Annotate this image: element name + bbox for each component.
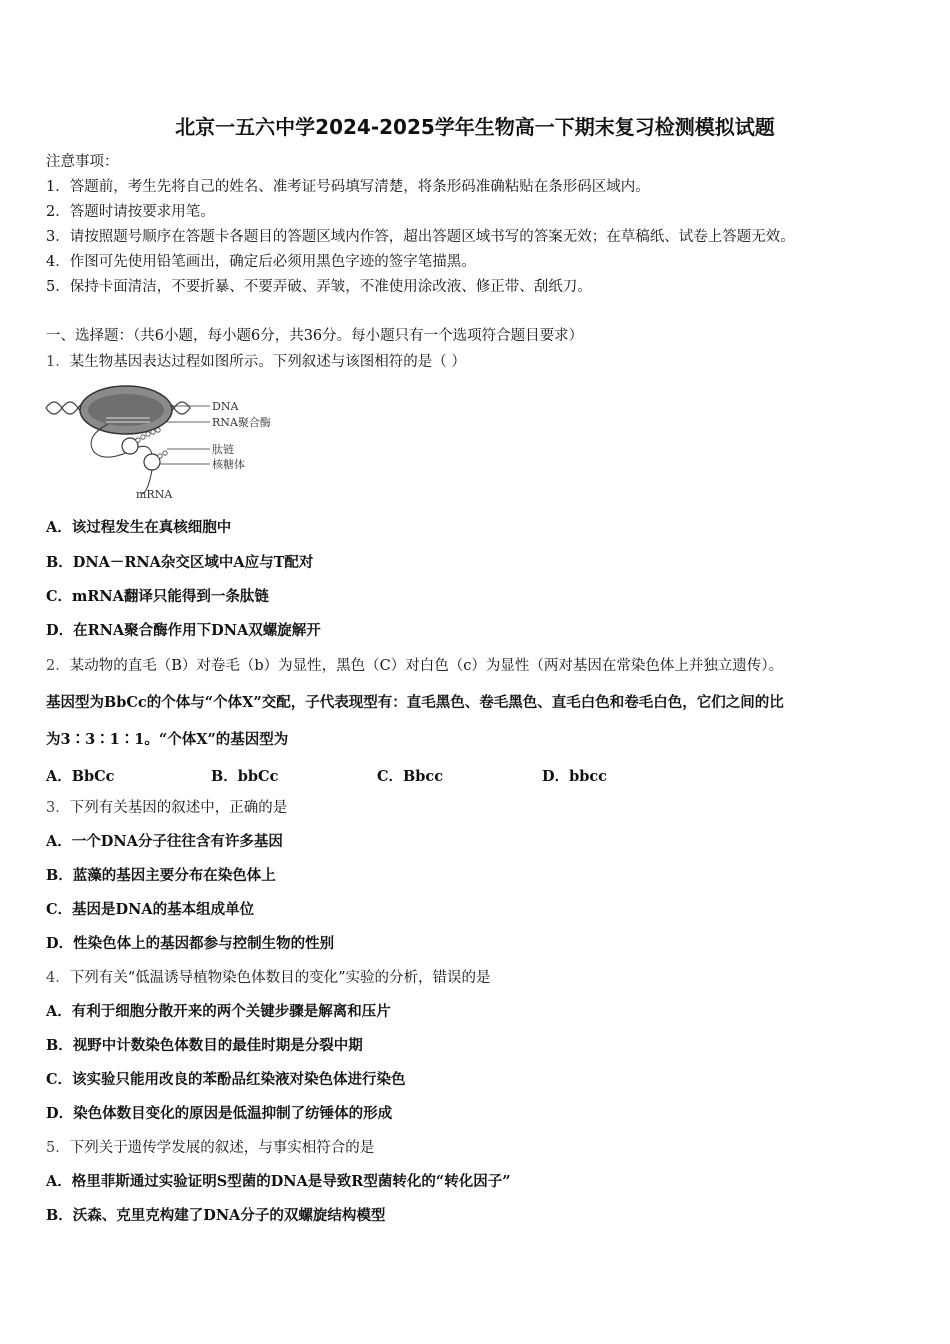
- label-rna-polymerase: RNA聚合酶: [212, 416, 271, 429]
- question-3-stem: [46, 798, 287, 818]
- q3-option-d: D．性染色体上的基因都参与控制生物的性别: [46, 935, 335, 952]
- q1-option-b: B．DNA－RNA杂交区域中A应与T配对: [46, 554, 314, 571]
- notice-item-1: 1．答题前，考生先将自己的姓名、准考证号码填写清楚，将条形码准确粘贴在条形码区域内。: [46, 179, 650, 195]
- q5-option-a: A．格里菲斯通过实验证明S型菌的DNA是导致R型菌转化的“转化因子”: [46, 1173, 511, 1190]
- q2-option-b: B．bbCc: [211, 768, 279, 785]
- question-2-stem-2: 基因型为BbCc的个体与“个体X”交配，子代表现型有：直毛黑色、卷毛黑色、直毛白色和卷毛白色，它们之间的比: [46, 694, 784, 711]
- question-number: 1．: [46, 354, 70, 370]
- question-4-stem: [46, 968, 491, 988]
- notice-item-2: 2．答题时请按要求用笔。: [46, 204, 215, 220]
- gene-expression-diagram: [44, 382, 284, 502]
- q5-option-b: B．沃森、克里克构建了DNA分子的双螺旋结构模型: [46, 1207, 386, 1224]
- section-heading: 一、选择题：（共6小题，每小题6分，共36分。每小题只有一个选项符合题目要求）: [46, 328, 584, 344]
- q4-option-d: D．染色体数目变化的原因是低温抑制了纺锤体的形成: [46, 1105, 393, 1122]
- notice-heading: 注意事项：: [46, 154, 119, 170]
- question-number: 5．: [46, 1140, 70, 1156]
- question-5-stem: [46, 1138, 374, 1158]
- question-text: 某生物基因表达过程如图所示。下列叙述与该图相符的是（ ）: [69, 354, 466, 370]
- question-number: 3．: [46, 800, 70, 816]
- label-mrna: mRNA: [136, 488, 173, 501]
- label-peptide: 肽链: [212, 443, 234, 456]
- question-text: 某动物的直毛（B）对卷毛（b）为显性，黑色（C）对白色（c）为显性（两对基因在常染色体上并独立遗传）。: [69, 658, 784, 674]
- label-ribosome: 核糖体: [212, 458, 245, 471]
- q2-options: [46, 765, 746, 785]
- q3-option-c: C．基因是DNA的基本组成单位: [46, 901, 255, 918]
- page-title: 北京一五六中学2024-2025学年生物高一下期末复习检测模拟试题: [175, 115, 775, 139]
- question-text: 下列关于遗传学发展的叙述，与事实相符合的是: [69, 1140, 375, 1156]
- question-2-stem-3: 为3∶3∶1∶1。“个体X”的基因型为: [46, 731, 289, 748]
- label-dna: DNA: [212, 400, 239, 413]
- question-number: 2．: [46, 658, 70, 674]
- notice-item-4: 4．作图可先使用铅笔画出，确定后必须用黑色字迹的签字笔描黑。: [46, 254, 476, 270]
- q1-option-d: D．在RNA聚合酶作用下DNA双螺旋解开: [46, 622, 321, 639]
- q4-option-a: A．有利于细胞分散开来的两个关键步骤是解离和压片: [46, 1003, 391, 1020]
- question-2-stem-1: [46, 656, 783, 676]
- q2-option-c: C．Bbcc: [377, 768, 444, 785]
- question-number: 4．: [46, 970, 70, 986]
- q1-option-c: C．mRNA翻译只能得到一条肽链: [46, 588, 269, 605]
- question-text: 下列有关基因的叙述中，正确的是: [69, 800, 288, 816]
- q2-option-a: A．BbCc: [46, 768, 115, 785]
- notice-item-3: 3．请按照题号顺序在答题卡各题目的答题区域内作答，超出答题区域书写的答案无效；在草稿纸、试卷上答题无效。: [46, 229, 795, 245]
- question-text: 下列有关“低温诱导植物染色体数目的变化”实验的分析，错误的是: [69, 970, 491, 986]
- q3-option-a: A．一个DNA分子往往含有许多基因: [46, 833, 283, 850]
- q3-option-b: B．蓝藻的基因主要分布在染色体上: [46, 867, 276, 884]
- q4-option-c: C．该实验只能用改良的苯酚品红染液对染色体进行染色: [46, 1071, 406, 1088]
- q4-option-b: B．视野中计数染色体数目的最佳时期是分裂中期: [46, 1037, 363, 1054]
- notice-item-5: 5．保持卡面清洁，不要折暴、不要弄破、弄皱，不准使用涂改液、修正带、刮纸刀。: [46, 279, 592, 295]
- q2-option-d: D．bbcc: [542, 768, 608, 785]
- q1-option-a: A．该过程发生在真核细胞中: [46, 519, 232, 536]
- question-1-stem: [46, 352, 466, 372]
